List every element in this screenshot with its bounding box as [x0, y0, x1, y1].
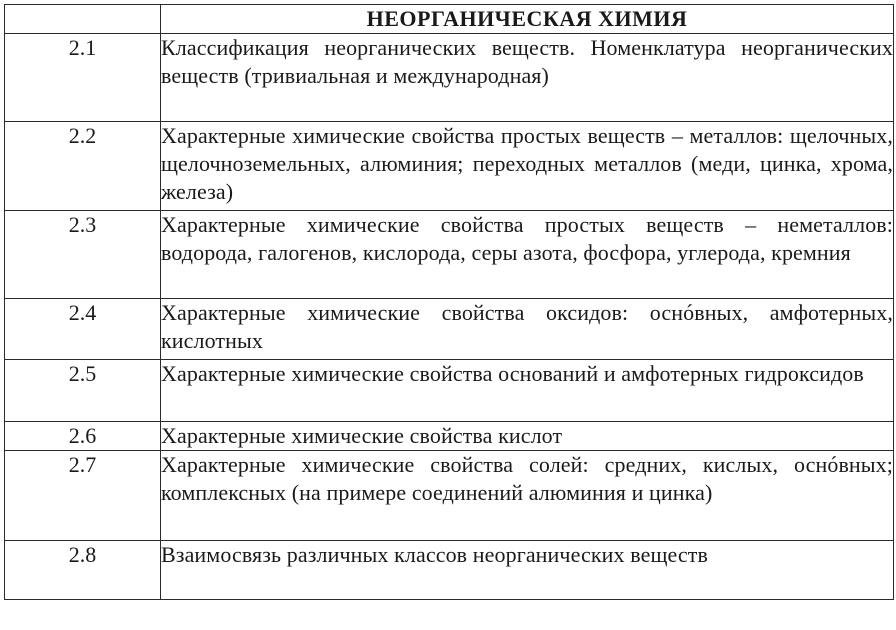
- topic-text: Характерные химические свойства кислот: [161, 422, 894, 451]
- table-row: [5, 422, 894, 451]
- topic-number: 2.8: [5, 541, 161, 600]
- table-row: [5, 541, 894, 600]
- table-row: [5, 451, 894, 541]
- topic-number: 2.3: [5, 211, 161, 299]
- topic-number: 2.7: [5, 451, 161, 541]
- table-row: [5, 360, 894, 422]
- topic-number: 2.5: [5, 360, 161, 422]
- topic-text: Характерные химические свойства простых веществ – неметаллов: водорода, галогенов, кислорода, серы азота, фосфора, углерода, кремния: [161, 211, 894, 299]
- table-row: [5, 34, 894, 122]
- table-row: [5, 299, 894, 360]
- topic-text: Характерные химические свойства оксидов: оснóвных, амфотерных, кислотных: [161, 299, 894, 360]
- topic-text: Характерные химические свойства солей: средних, кислых, оснóвных; комплексных (на примере соединений алюминия и цинка): [161, 451, 894, 541]
- topic-text: Характерные химические свойства простых веществ – металлов: щелочных, щелочноземельных, алюминия; переходных металлов (меди, цинка, хрома, железа): [161, 122, 894, 211]
- topic-number: 2.6: [5, 422, 161, 451]
- topic-number: 2.2: [5, 122, 161, 211]
- header-number-cell: [5, 5, 161, 34]
- topics-table: [4, 4, 894, 600]
- table-row: [5, 211, 894, 299]
- topic-text: Взаимосвязь различных классов неорганических веществ: [161, 541, 894, 600]
- table-header-row: [5, 5, 894, 34]
- topic-number: 2.1: [5, 34, 161, 122]
- topic-text: Характерные химические свойства оснований и амфотерных гидроксидов: [161, 360, 894, 422]
- topic-text: Классификация неорганических веществ. Номенклатура неорганических веществ (тривиальная и международная): [161, 34, 894, 122]
- topic-number: 2.4: [5, 299, 161, 360]
- table-title: НЕОРГАНИЧЕСКАЯ ХИМИЯ: [161, 5, 894, 34]
- table-row: [5, 122, 894, 211]
